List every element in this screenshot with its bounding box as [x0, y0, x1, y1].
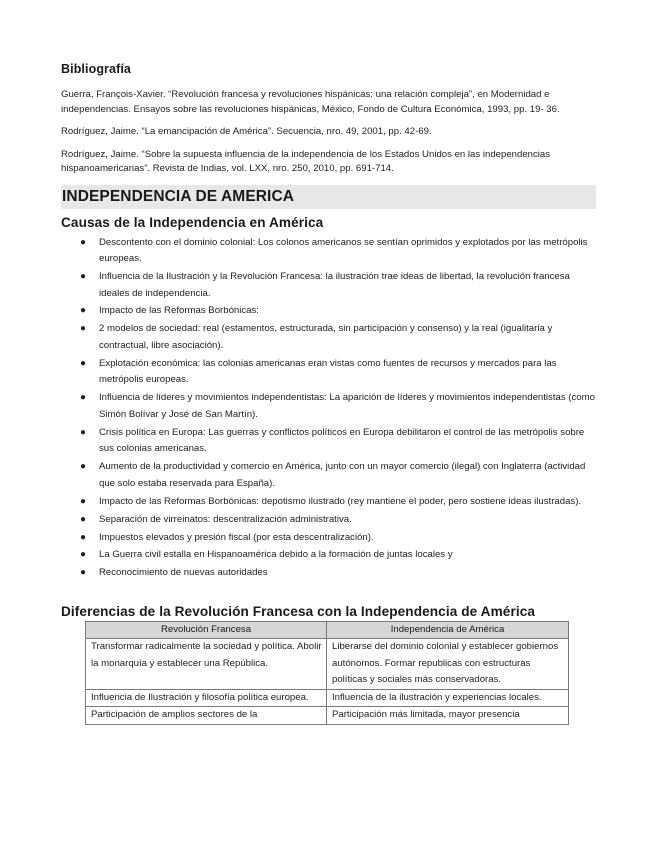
- list-item: [80, 459, 596, 492]
- list-item: [80, 356, 596, 389]
- bibliography-entry: Rodríguez, Jaime. “Sobre la supuesta influencia de la independencia de los Estados Unidos en las independencias hispanoamericanas”. Revista de Indias, vol. LXX, nro. 250, 2010, pp. 691-714.: [61, 148, 551, 174]
- list-item: [80, 512, 596, 529]
- list-item-text: Influencia de líderes y movimientos independentistas: La aparición de líderes y movimientos independentistas (como Simón Bolívar y José de San Martín).: [99, 392, 595, 420]
- list-item: [80, 494, 596, 511]
- bullet-icon: ●: [80, 495, 87, 507]
- list-item: [80, 303, 596, 320]
- table-header-row: [86, 621, 569, 638]
- column-header: Independencia de América: [327, 621, 569, 638]
- list-item-text: Separación de virreinatos: descentralización administrativa.: [99, 513, 352, 525]
- list-item-text: Descontento con el dominio colonial: Los colonos americanos se sentían oprimidos y explotados por las metrópolis europeas.: [99, 236, 588, 265]
- section-title: INDEPENDENCIA DE AMERICA: [61, 185, 596, 209]
- bibliography-entry: Rodríguez, Jaime. “La emancipación de América”. Secuencia, nro. 49, 2001, pp. 42-69.: [61, 126, 432, 137]
- column-header: Revolución Francesa: [86, 621, 327, 638]
- list-item: [80, 425, 596, 458]
- document-page: [61, 62, 596, 725]
- bullet-icon: ●: [80, 270, 87, 282]
- causes-list: [61, 235, 596, 582]
- table-cell: Participación de amplios sectores de la: [86, 707, 327, 725]
- differences-heading: Diferencias de la Revolución Francesa con la Independencia de América: [61, 603, 536, 619]
- list-item-text: Impacto de las Reformas Borbónicas: depotismo ilustrado (rey mantiene el poder, pero sostiene ideas ilustradas).: [99, 495, 582, 507]
- bullet-icon: ●: [80, 392, 87, 404]
- list-item: [80, 269, 596, 302]
- list-item-text: Impacto de las Reformas Borbónicas:: [99, 305, 259, 317]
- table-cell: Transformar radicalmente la sociedad y política. Abolir la monarquía y establecer una República.: [86, 638, 327, 689]
- list-item-text: Influencia de la Ilustración y la Revolución Francesa: la ilustración trae ideas de libertad, la revolución francesa ideales de independencia.: [99, 270, 570, 299]
- table-cell: Influencia de Ilustración y filosofía política europea.: [86, 689, 327, 707]
- bullet-icon: ●: [80, 531, 87, 543]
- bullet-icon: ●: [80, 236, 87, 248]
- table-row: [86, 689, 569, 707]
- list-item: [80, 321, 596, 354]
- list-item-text: Aumento de la productividad y comercio en América, junto con un mayor comercio (ilegal) con Inglaterra (actividad que solo estaba reservada para España).: [99, 461, 586, 489]
- bullet-icon: ●: [80, 513, 87, 525]
- table-row: [86, 638, 569, 689]
- list-item: [80, 530, 596, 547]
- bullet-icon: ●: [80, 426, 87, 438]
- list-item: [80, 235, 596, 268]
- table-cell: Influencia de la ilustración y experiencias locales.: [327, 689, 569, 707]
- table-cell: Liberarse del dominio colonial y establecer gobiernos autónomos. Formar republicas con estructuras políticas y sociales más conservadoras.: [327, 638, 569, 689]
- list-item-text: Explotación económica: las colonias americanas eran vistas como fuentes de recursos y mercados para las metrópolis europeas.: [99, 357, 557, 386]
- comparison-table: [85, 621, 569, 725]
- list-item-text: La Guerra civil estalla en Hispanoamérica debido a la formación de juntas locales y: [99, 549, 453, 561]
- list-item-text: Crisis política en Europa: Las guerras y conflictos políticos en Europa debilitaron el control de las metrópolis sobre sus colonias americanas.: [99, 426, 585, 455]
- bullet-icon: ●: [80, 323, 87, 335]
- table-cell: Participación más limitada, mayor presencia: [327, 707, 569, 725]
- bullet-icon: ●: [80, 305, 87, 317]
- bullet-icon: ●: [80, 461, 87, 473]
- bullet-icon: ●: [80, 357, 87, 369]
- bibliography-entry: Guerra, François-Xavier. “Revolución francesa y revoluciones hispánicas: una relación compleja”, en Modernidad e independencias. Ensayos sobre las revoluciones hispánicas, México, Fondo de Cultura Económica, 1993, pp. 19- 36.: [61, 89, 560, 115]
- list-item: [80, 390, 596, 423]
- bullet-icon: ●: [80, 567, 87, 579]
- bullet-icon: ●: [80, 549, 87, 561]
- list-item-text: Reconocimiento de nuevas autoridades: [99, 567, 268, 579]
- list-item: [80, 547, 596, 564]
- list-item-text: 2 modelos de sociedad: real (estamentos, estructurada, sin participación y consenso) y la real (igualitaria y contractual, libre asociación).: [99, 323, 553, 351]
- list-item: [80, 565, 596, 582]
- list-item-text: Impuestos elevados y presión fiscal (por esta descentralización).: [99, 531, 374, 543]
- bibliography-heading: Bibliografía: [61, 62, 131, 76]
- table-row: [86, 707, 569, 725]
- causes-heading: Causas de la Independencia en América: [61, 214, 324, 230]
